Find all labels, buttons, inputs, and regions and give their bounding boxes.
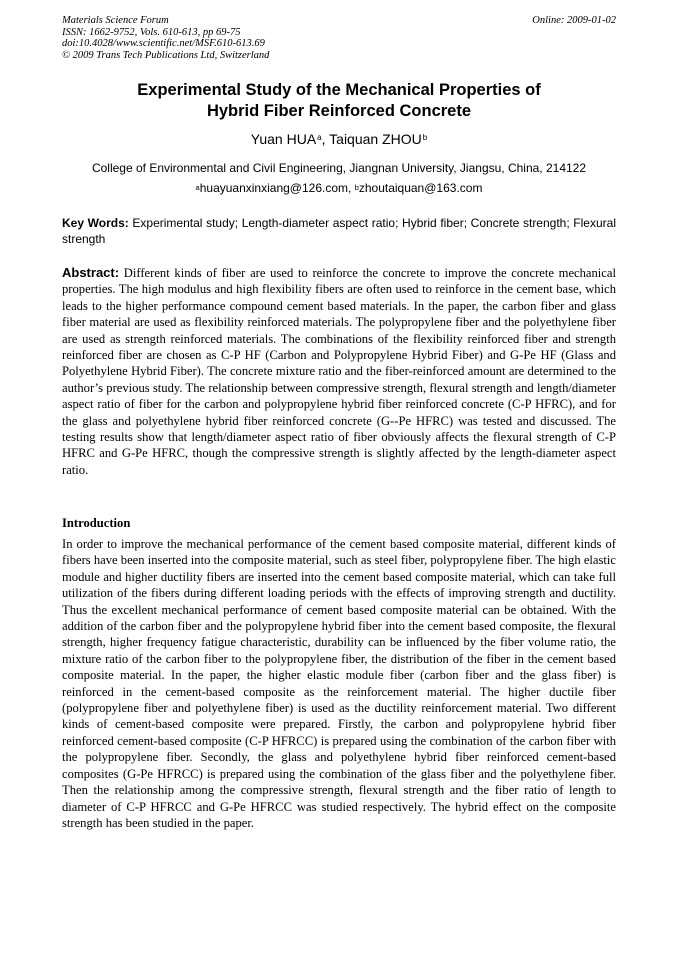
journal-header <box>62 15 616 61</box>
author-separator: , <box>321 131 330 147</box>
online-date: Online: 2009-01-02 <box>532 15 616 26</box>
email-separator: , <box>348 181 355 195</box>
doi-line[interactable]: doi:10.4028/www.scientific.net/MSF.610-613.69 <box>62 38 265 49</box>
abstract-section <box>62 265 616 478</box>
introduction-text: In order to improve the mechanical performance of the cement based composite material, different kinds of fibers have been inserted into the composite material, such as steel fiber, polypropylene fiber. The high elastic module and higher ductility fibers are inserted into the cement based composite material, which can take full utilization of the fibers during different loading periods with the effects of improving strength and ductility. Thus the excellent mechanical performance of cement based composite material can be obtained. With the addition of the carbon fiber and the polypropylene hybrid fiber into the cement based composite, the flexural strength, higher frequency fatigue characteristic, durability can be influenced by the fiber volume ratio, the mixture ratio of the carbon fiber to the polypropylene fiber, the distribution of the fiber in the cement based composite material. In the paper, the higher elastic module fiber (carbon fiber and the glass fiber) is reinforced in the cement-based composite as the reinforcement material. The higher ductile fiber (polypropylene fiber and polyethylene fiber) is used as the ductility reinforcement material. Two different kinds of cement-based composite were prepared. Firstly, the carbon and polypropylene hybrid fiber reinforced cement-based composite (C-P HFRCC) is prepared using the combination of the carbon fiber with the polypropylene fiber. Secondly, the glass and polyethylene hybrid fiber reinforced cement-based composites (G-Pe HFRCC) is prepared using the combination of the glass fiber and the polyethylene fiber. Then the relationship among the compressive strength, flexural strength and the fiber ratio of length to diameter of C-P HFRCC and G-Pe HFRCC was studied respectively. The hybrid effect on the composite strength has been studied in the paper. <box>62 537 616 830</box>
author-2: Taiquan ZHOU <box>329 131 422 147</box>
author-list <box>62 130 616 148</box>
author-emails <box>62 180 616 196</box>
email-a-mark: a <box>195 183 200 192</box>
keywords-text: Experimental study; Length-diameter aspect ratio; Hybrid fiber; Concrete strength; Flexural strength <box>62 216 616 246</box>
keywords-label: Key Words: <box>62 216 129 230</box>
title-line-1: Experimental Study of the Mechanical Properties of <box>137 81 541 99</box>
introduction-heading: Introduction <box>62 516 131 530</box>
issn-line: ISSN: 1662-9752, Vols. 610-613, pp 69-75 <box>62 26 241 38</box>
email-a[interactable]: huayuanxinxiang@126.com <box>199 181 348 195</box>
email-b-mark: b <box>354 183 359 192</box>
keywords-section <box>62 215 616 247</box>
journal-name: Materials Science Forum <box>62 15 169 26</box>
affiliation: College of Environmental and Civil Engineering, Jiangnan University, Jiangsu, China, 214122 <box>91 161 587 175</box>
email-b[interactable]: zhoutaiquan@163.com <box>358 181 483 195</box>
abstract-text: Different kinds of fiber are used to reinforce the concrete to improve the concrete mechanical properties. The high modulus and high flexibility fibers are often used to reinforce in the cement base, which leads to the higher performance compound cement based materials. In the paper, the carbon fiber and glass fiber material are used as flexibility reinforced materials. The polypropylene fiber and the polyethylene fiber are used as strength reinforced materials. The combinations of the flexibility reinforced fiber and strength reinforced fiber are chosen as C-P HF (Carbon and Polypropylene Hybrid Fiber) and G-Pe HF (Glass and Polyethylene Hybrid Fiber). The concrete mixture ratio and the fiber-reinforced amount are determined to the author’s previous study. The relationship between compressive strength, flexural strength and length/diameter aspect ratio of fiber for the carbon and polypropylene hybrid fiber reinforced concrete (C-P HFRC), and for the glass and polyethylene hybrid fiber reinforced concrete (G--Pe HFRC) was tested and discussed. The testing results show that length/diameter aspect ratio of fiber obviously affects the flexural strength of C-P HFRC and G-Pe HFRC, though the compressive strength is slightly affected by the length-diameter aspect ratio. <box>62 266 616 477</box>
author-1-affil-mark: a <box>317 133 322 142</box>
abstract-label: Abstract: <box>62 265 120 280</box>
author-2-affil-mark: b <box>422 133 428 142</box>
copyright-line: © 2009 Trans Tech Publications Ltd, Switzerland <box>62 49 270 61</box>
author-1: Yuan HUA <box>250 131 317 147</box>
paper-title <box>62 80 616 122</box>
title-line-2: Hybrid Fiber Reinforced Concrete <box>206 102 472 120</box>
